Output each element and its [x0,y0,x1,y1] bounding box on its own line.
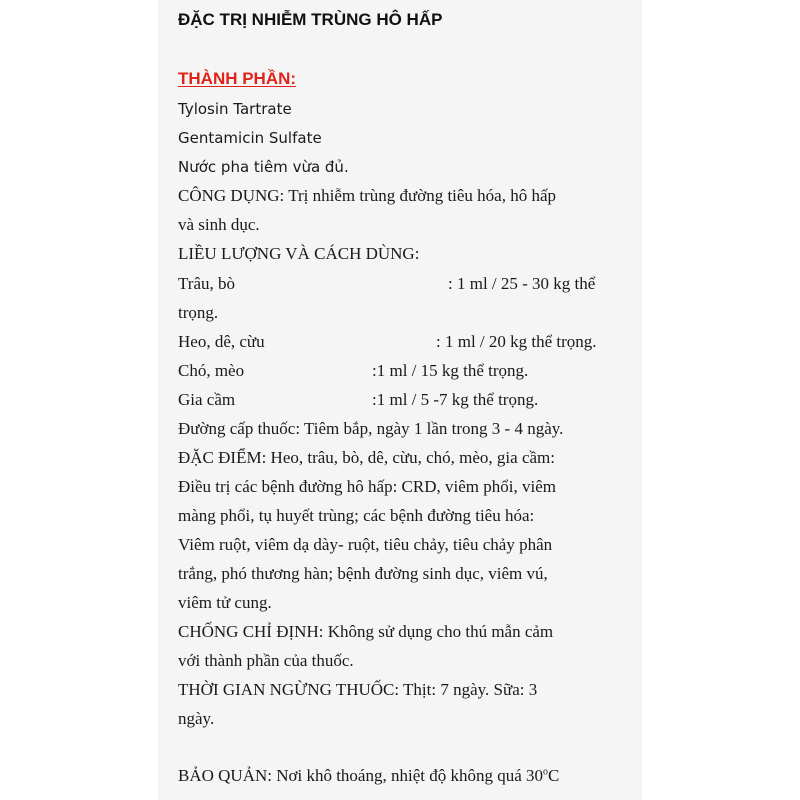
route-line: Đường cấp thuốc: Tiêm bắp, ngày 1 lần trong 3 - 4 ngày. [178,419,564,438]
composition-heading-text: THÀNH PHẦN: [178,69,297,88]
dosage-row [178,274,235,294]
contraindication-line: CHỐNG CHỈ ĐỊNH: Không sử dụng cho thú mẫn cảm [178,622,554,641]
composition-item: Nước pha tiêm vừa đủ. [178,158,349,176]
dosage-animal: Chó, mèo [178,361,245,380]
withdrawal-line: THỜI GIAN NGỪNG THUỐC: Thịt: 7 ngày. Sữa: 3 [178,680,538,699]
features-line: Viêm ruột, viêm dạ dày- ruột, tiêu chảy, tiêu chảy phân [178,535,553,554]
dosage-animal: Trâu, bò [178,274,235,293]
dosage-value: :1 ml / 15 kg thể trọng. [372,361,529,380]
label-panel [158,0,642,800]
page-title: ĐẶC TRỊ NHIỄM TRÙNG HÔ HẤP [178,10,443,29]
degree-symbol: o [543,766,549,778]
composition-heading [178,69,296,89]
storage-text: BẢO QUẢN: Nơi khô thoáng, nhiệt độ không quá 30 [178,766,544,785]
usage-line: CÔNG DỤNG: Trị nhiễm trùng đường tiêu hóa, hô hấp [178,186,557,205]
features-line: Điều trị các bệnh đường hô hấp: CRD, viêm phổi, viêm [178,477,556,496]
composition-item: Tylosin Tartrate [178,100,292,118]
composition-item: Gentamicin Sulfate [178,129,322,147]
dosage-animal: Heo, dê, cừu [178,332,265,351]
dosage-heading: LIỀU LƯỢNG VÀ CÁCH DÙNG: [178,244,420,263]
withdrawal-line: ngày. [178,709,215,728]
features-line: ĐẶC ĐIỂM: Heo, trâu, bò, dê, cừu, chó, mèo, gia cầm: [178,448,555,467]
dosage-value: : 1 ml / 25 - 30 kg thể [448,274,596,293]
features-line: màng phổi, tụ huyết trùng; các bệnh đường tiêu hóa: [178,506,535,525]
usage-line: và sinh dục. [178,215,260,234]
storage-line [178,766,559,786]
dosage-value: :1 ml / 5 -7 kg thể trọng. [372,390,539,409]
dosage-animal: Gia cầm [178,390,236,409]
features-line: trắng, phó thương hàn; bệnh đường sinh dục, viêm vú, [178,564,548,583]
contraindication-line: với thành phần của thuốc. [178,651,354,670]
dosage-value: : 1 ml / 20 kg thể trọng. [436,332,597,351]
storage-unit: C [548,766,560,785]
dosage-value-cont: trọng. [178,303,219,322]
features-line: viêm tử cung. [178,593,272,612]
